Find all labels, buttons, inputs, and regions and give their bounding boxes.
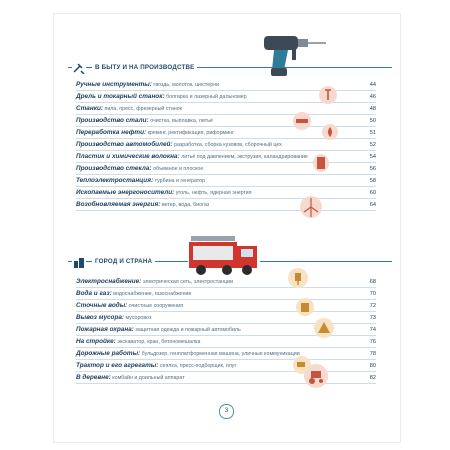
section-heading-city [68, 256, 188, 268]
toc-entry[interactable]: Производство автомобилей: разработка, сборка кузовов, сборочный цех 52 [76, 139, 376, 151]
toc-entry[interactable]: Станки: пила, пресс, фрезерный станок 48 [76, 103, 376, 115]
tractor-icon [303, 364, 329, 388]
section-heading-industry [68, 62, 392, 74]
toc-entry[interactable]: Электроснабжение: электрическая сеть, электростанции 68 [76, 276, 376, 288]
saw-icon [292, 112, 312, 130]
toc-entry[interactable]: Пожарная охрана: защитная одежда и пожарный автомобиль 74 [76, 324, 376, 336]
toc-entry[interactable]: Трактор и его агрегаты: сеялка, пресс-подборщик, плуг 80 [76, 360, 376, 372]
trash-can-icon [296, 298, 314, 316]
toc-entry[interactable]: Производство стали: очистка, выплавка, литьё 50 [76, 115, 376, 127]
toc-entry[interactable]: Возобновляемая энергия: ветер, вода, биогаз 64 [76, 199, 376, 211]
page-number: 3 [219, 404, 234, 419]
toc-entry[interactable]: Сточные воды: очистные сооружения 72 [76, 300, 376, 312]
city-icon [72, 256, 86, 268]
toc-entry[interactable]: Производство стекла: объемное и плоское 56 [76, 163, 376, 175]
spool-icon [312, 153, 330, 173]
toc-entry[interactable]: На стройке: экскаватор, кран, бетономешалка 76 [76, 336, 376, 348]
warning-icon [314, 318, 334, 338]
hammer-icon [319, 86, 337, 104]
oil-icon [322, 124, 338, 140]
section-title: ГОРОД И СТРАНА [92, 256, 155, 268]
toc-entry[interactable]: Вывоз мусора: мусоровоз 73 [76, 312, 376, 324]
toc-entry[interactable]: Вода и газ: водоснабжение, газоснабжение 70 [76, 288, 376, 300]
toc-entry[interactable]: Ископаемые энергоносители: уголь, нефть, ядерная энергия 60 [76, 187, 376, 199]
toc-entry[interactable]: Дрель и токарный станок: болгарка и лазерный дальномер 46 [76, 91, 376, 103]
toc-entry[interactable]: В деревне: комбайн и доильный аппарат 82 [76, 372, 376, 384]
section-title: В БЫТУ И НА ПРОИЗВОДСТВЕ [92, 62, 197, 74]
toc-entry[interactable]: Ручные инструменты: гвоздь, молоток, шестерни 44 [76, 79, 376, 91]
fire-truck-illustration [187, 232, 261, 276]
toc-entry[interactable]: Теплоэлектростанция: турбина и генератор 58 [76, 175, 376, 187]
wind-turbine-icon [300, 196, 322, 218]
toc-entry[interactable]: Переработка нефти: крекинг, ректификация, риформинг 51 [76, 127, 376, 139]
toc-entry[interactable]: Пластик и химические волокна: литьё под давлением, экструзия, каландрирование 54 [76, 151, 376, 163]
tools-icon [72, 62, 86, 74]
section-divider [260, 261, 392, 262]
plug-icon [288, 268, 308, 288]
toc-entry[interactable]: Дорожные работы: бульдозер, генплатформенная машина, уличные коммуникации 78 [76, 348, 376, 360]
